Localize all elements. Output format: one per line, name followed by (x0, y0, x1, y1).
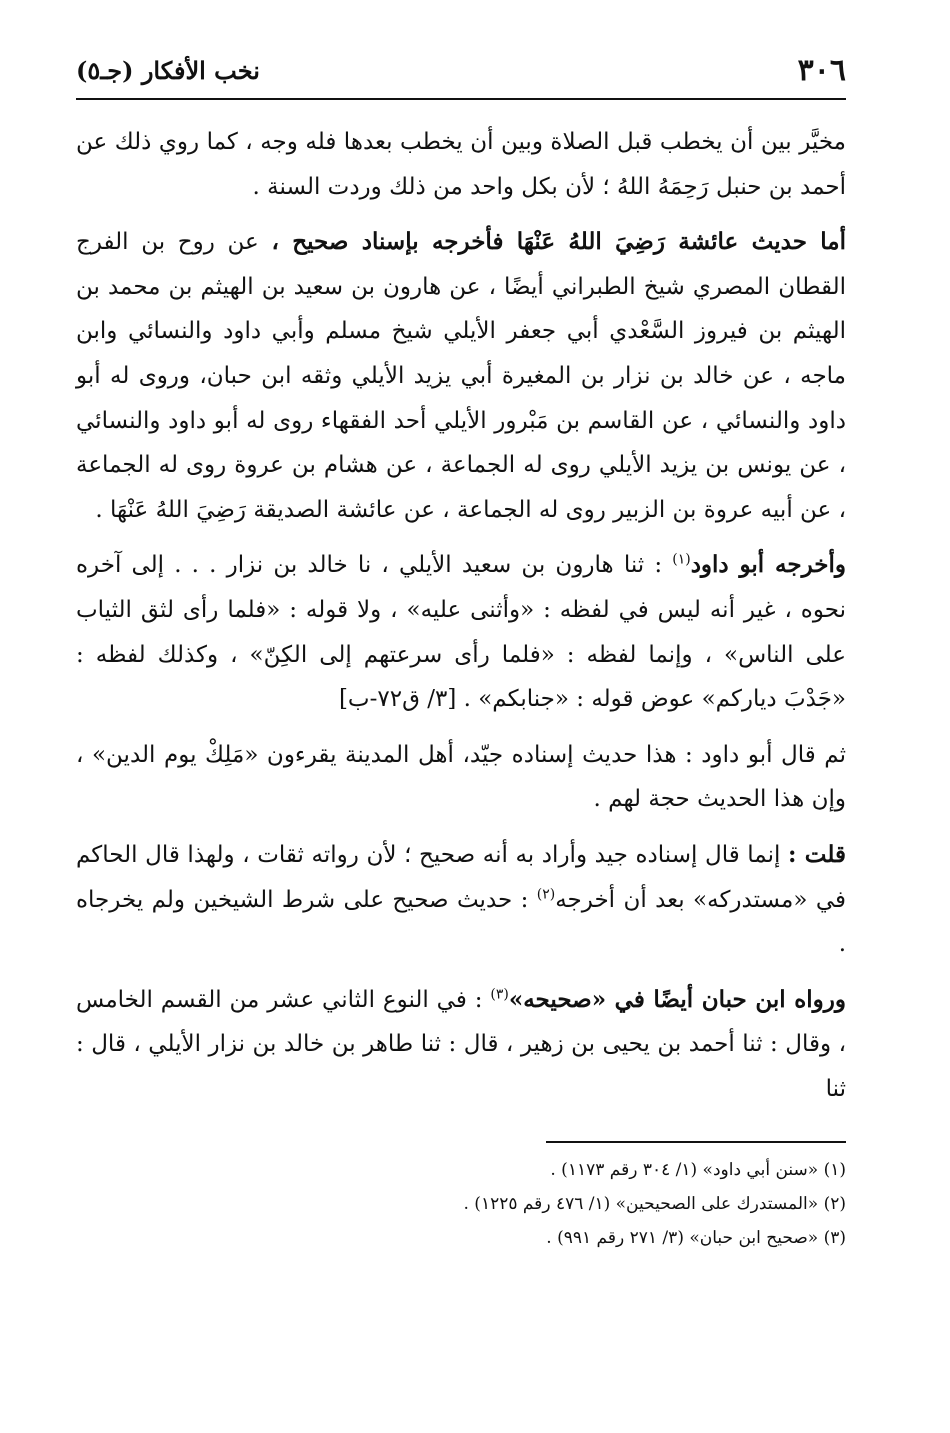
paragraph (76, 733, 846, 822)
paragraph-text: إنما قال إسناده جيد وأراد به أنه صحيح ؛ لأن رواته ثقات ، ولهذا قال الحاكم في «مستدركه» بعد أن أخرجه (76, 841, 846, 913)
paragraph-text: : ثنا هارون بن سعيد الأيلي ، نا خالد بن نزار . . . إلى آخره نحوه ، غير أنه ليس في لفظه : «وأثنى عليه» ، ولا قوله : «فلما رأى لثق الثياب على الناس» ، وإنما لفظه : «فلما رأى سرعتهم إلى الكِنّ» ، وكذلك لفظه : «جَدْبَ دياركم» عوض قوله : «جنابكم» . [٣/ ق٧٢-ب] (76, 552, 846, 713)
paragraph-lead: ورواه ابن حبان أيضًا في «صحيحه» (508, 985, 846, 1013)
paragraph (76, 978, 846, 1112)
running-head (76, 52, 846, 100)
footnote: (٢) «المستدرك على الصحيحين» (١/ ٤٧٦ رقم ١٢٢٥) . (463, 1194, 846, 1215)
footnote: (١) «سنن أبي داود» (١/ ٣٠٤ رقم ١١٧٣) . (550, 1160, 846, 1181)
paragraph-lead: أما حديث عائشة رَضِيَ اللهُ عَنْهَا فأخرجه بإسناد صحيح ، (271, 228, 846, 256)
paragraph-text: ثم قال أبو داود : هذا حديث إسناده جيّد، أهل المدينة يقرءون «مَلِكْ يوم الدين» ، وإن هذا الحديث حجة لهم . (76, 741, 846, 813)
paragraph (76, 543, 846, 721)
footnote-ref: (٣) (490, 986, 509, 1003)
book-title: نخب الأفكار (جـ٥) (76, 56, 260, 85)
paragraph (76, 120, 846, 209)
footnote-ref: (١) (672, 551, 691, 568)
paragraph-text: : حديث صحيح على شرط الشيخين ولم يخرجاه . (76, 886, 846, 958)
main-text (76, 120, 846, 1111)
page-number: ٣٠٦ (797, 53, 846, 88)
paragraph-text: مخيَّر بين أن يخطب قبل الصلاة وبين أن يخطب بعدها فله وجه ، كما روي ذلك عن أحمد بن حنبل رَحِمَهُ اللهُ ؛ لأن بكل واحد من ذلك وردت السنة . (76, 129, 846, 200)
footnote-divider (546, 1141, 846, 1143)
paragraph-text: عن روح بن الفرج القطان المصري شيخ الطبراني أيضًا ، عن هارون بن سعيد بن الهيثم بن محمد بن الهيثم بن فيروز السَّعْدي أبي جعفر الأيلي شيخ مسلم وأبي داود والنسائي وابن ماجه ، عن خالد بن نزار بن المغيرة أبي يزيد الأيلي وثقه ابن حبان، وروى له أبو داود والنسائي ، عن القاسم بن مَبْرور الأيلي أحد الفقهاء روى له أبو داود والنسائي ، عن يونس بن يزيد الأيلي روى له الجماعة ، عن هشام بن عروة روى له الجماعة ، عن أبيه عروة بن الزبير روى له الجماعة ، عن عائشة الصديقة رَضِيَ اللهُ عَنْهَا . (76, 229, 846, 523)
footnotes (76, 1153, 846, 1255)
paragraph (76, 220, 846, 532)
paragraph-lead: وأخرجه أبو داود (690, 551, 846, 579)
paragraph-lead: قلت : (788, 840, 846, 868)
paragraph (76, 833, 846, 967)
footnote-ref: (٢) (536, 885, 556, 902)
book-page (0, 52, 950, 1433)
footnote: (٣) «صحيح ابن حبان» (٣/ ٢٧١ رقم ٩٩١) . (546, 1228, 846, 1249)
paragraph-text: : في النوع الثاني عشر من القسم الخامس ، وقال : ثنا أحمد بن يحيى بن زهير ، قال : ثنا طاهر بن خالد بن نزار الأيلي ، قال : ثنا (76, 986, 846, 1102)
